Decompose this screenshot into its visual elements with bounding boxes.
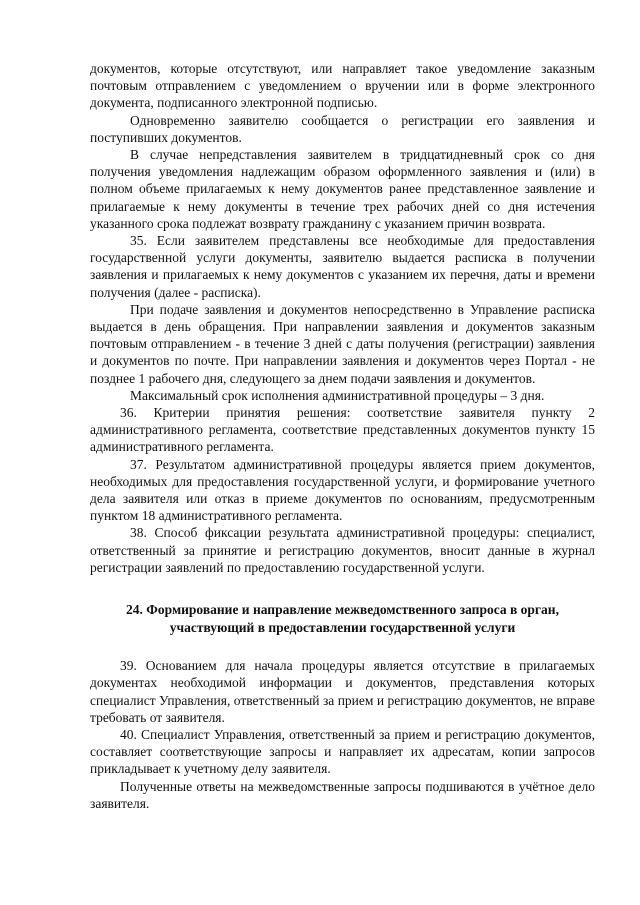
paragraph-notification-continuation: документов, которые отсутствуют, или направляет такое уведомление заказным почтовым отправлением с уведомлением о вручении или в форме электронного документа, подписанного электронной подписью. (90, 61, 595, 111)
paragraph-return-documents: В случае непредставления заявителем в тридцатидневный срок со дня получения уведомления надлежащим образом оформленного заявления и (или) в полном объеме прилагаемых к нему документов ранее представленное заявление и прилагаемые к нему документы в течение трех рабочих дней со дня истечения указанного срока подлежат возврату гражданину с указанием причин возврата. (90, 147, 595, 231)
paragraph-item-39: 39. Основанием для начала процедуры является отсутствие в прилагаемых документах необходимой информации и документов, представления которых специалист Управления, ответственный за прием и регистрацию документов, не вправе требовать от заявителя. (90, 658, 595, 725)
paragraph-responses-filed: Полученные ответы на межведомственные запросы подшиваются в учётное дело заявителя. (90, 778, 595, 811)
paragraph-item-36: 36. Критерии принятия решения: соответствие заявителя пункту 2 административного регламента, соответствие представленных документов пункту 15 административного регламента. (90, 405, 595, 455)
document-page (90, 60, 595, 812)
paragraph-item-40: 40. Специалист Управления, ответственный за прием и регистрацию документов, составляет соответствующие запросы и направляет их адресатам, копии запросов прикладывает к учетному делу заявителя. (90, 726, 595, 777)
paragraph-item-38: 38. Способ фиксации результата административной процедуры: специалист, ответственный за принятие и регистрацию документов, вносит данные в журнал регистрации заявлений по предоставлению государственной услуги. (90, 525, 595, 575)
section-heading-24: 24. Формирование и направление межведомственного запроса в орган, участвующий в предоставлении государственной услуги (126, 602, 559, 635)
paragraph-max-term: Максимальный срок исполнения административной процедуры – 3 дня. (130, 387, 545, 403)
paragraph-receipt-terms: При подаче заявления и документов непосредственно в Управление расписка выдается в день обращения. При направлении заявления и документов заказным почтовым отправлением - в течение 3 дней с даты получения (регистрации) заявления и документов по почте. При направлении заявления и документов через Портал - не позднее 1 рабочего дня, следующего за днем подачи заявления и документов. (90, 301, 595, 386)
paragraph-item-35: 35. Если заявителем представлены все необходимые для предоставления государственной услуги документы, заявителю выдается расписка в получении заявления и прилагаемых к нему документов с указанием их перечня, даты и времени получения (далее - расписка). (90, 233, 595, 300)
paragraph-item-37: 37. Результатом административной процедуры является прием документов, необходимых для предоставления государственной услуги, и формирование учетного дела заявителя или отказ в приеме документов по основаниям, предусмотренным пунктом 18 административного регламента. (90, 456, 595, 524)
paragraph-registration-notice: Одновременно заявителю сообщается о регистрации его заявления и поступивших документов. (90, 112, 595, 145)
